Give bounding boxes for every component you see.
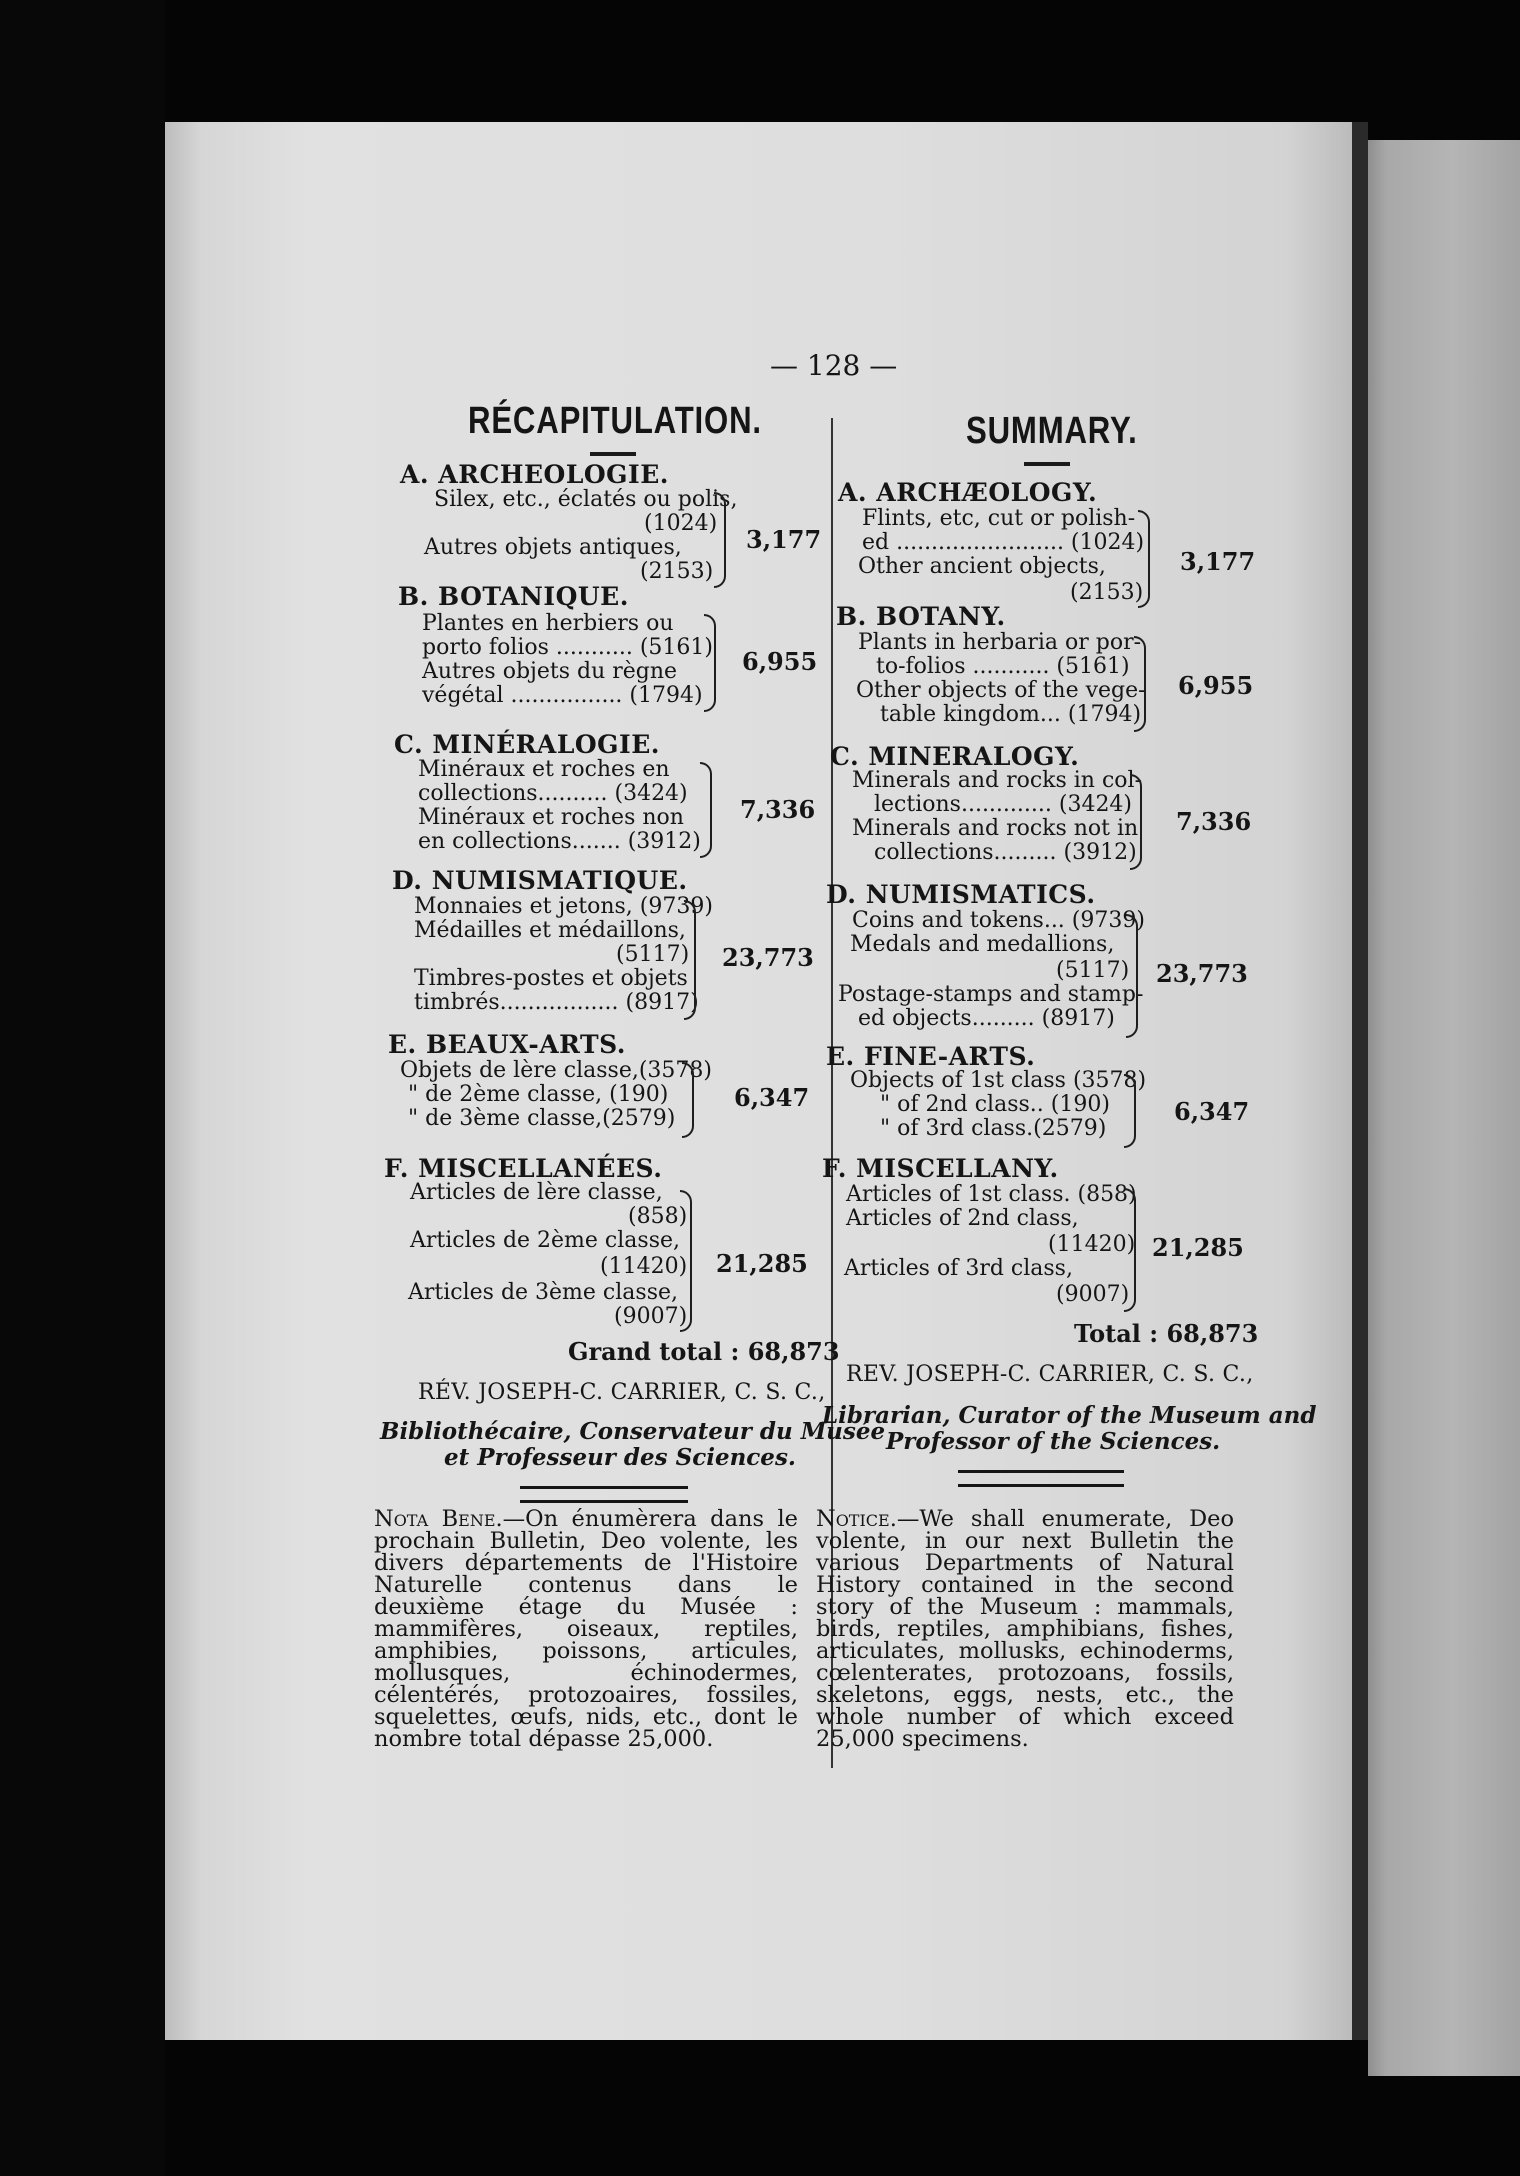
item-line: (5117) <box>1056 958 1130 983</box>
brace <box>1138 510 1150 608</box>
section-total: 3,177 <box>746 525 822 554</box>
section-heading: A. ARCHEOLOGIE. <box>400 460 669 489</box>
item-line: (9007) <box>1056 1282 1130 1307</box>
section-total: 7,336 <box>1176 807 1252 836</box>
brace <box>700 762 712 858</box>
brace <box>1126 914 1138 1038</box>
title-rule <box>1024 462 1070 466</box>
section-total: 7,336 <box>740 795 816 824</box>
item-line: Other objects of the vege- <box>856 678 1146 703</box>
item-line: to-folios ........... (5161) <box>876 654 1130 679</box>
section-heading: C. MINERALOGY. <box>830 742 1080 771</box>
item-line: Minéraux et roches en <box>418 757 670 782</box>
brace <box>1124 1074 1136 1148</box>
section-total: 6,347 <box>1174 1097 1250 1126</box>
section-heading: B. BOTANY. <box>836 602 1006 631</box>
item-line: Plants in herbaria or por- <box>858 630 1142 655</box>
scan-border <box>0 0 165 2176</box>
item-line: Articles de 2ème classe, <box>410 1228 680 1253</box>
brace <box>704 614 716 712</box>
item-line: collections......... (3912) <box>874 840 1137 865</box>
title-rule <box>590 452 636 456</box>
item-line: lections............. (3424) <box>874 792 1133 817</box>
page-gutter <box>1352 122 1368 2040</box>
section-heading: C. MINÉRALOGIE. <box>394 730 660 759</box>
item-line: " of 3rd class.(2579) <box>880 1116 1107 1141</box>
item-line: végétal ................ (1794) <box>422 683 703 708</box>
item-line: ed objects......... (8917) <box>858 1006 1115 1031</box>
item-line: Autres objets du règne <box>422 659 678 684</box>
item-line: Articles of 3rd class, <box>844 1256 1073 1281</box>
brace <box>682 1062 694 1138</box>
item-line: ed ........................ (1024) <box>862 530 1145 555</box>
item-line: Minéraux et roches non <box>418 805 684 830</box>
item-line: (11420) <box>1048 1232 1136 1257</box>
brace <box>1130 774 1142 870</box>
adjacent-page <box>1368 140 1520 2076</box>
section-heading: A. ARCHÆOLOGY. <box>838 478 1098 507</box>
item-line: (1024) <box>644 511 718 536</box>
item-line: Postage-stamps and stamp- <box>838 982 1144 1007</box>
section-total: 21,285 <box>716 1249 808 1278</box>
nota-bene-paragraph <box>374 1508 798 1750</box>
item-line: Plantes en herbiers ou <box>422 611 674 636</box>
signature-role: et Professeur des Sciences. <box>444 1444 796 1471</box>
brace <box>684 900 696 1020</box>
nota-bene-lead: Nota Bene. <box>374 1506 503 1532</box>
section-heading: B. BOTANIQUE. <box>398 582 629 611</box>
section-heading: D. NUMISMATIQUE. <box>392 866 688 895</box>
section-heading: F. MISCELLANY. <box>822 1154 1059 1183</box>
grand-total: Grand total : 68,873 <box>568 1337 840 1366</box>
brace <box>680 1190 692 1332</box>
item-line: Flints, etc, cut or polish- <box>862 506 1136 531</box>
item-line: Autres objets antiques, <box>424 535 682 560</box>
item-line: Monnaies et jetons, (9739) <box>414 894 713 919</box>
item-line: Minerals and rocks in col- <box>852 768 1142 793</box>
item-line: Médailles et médaillons, <box>414 918 686 943</box>
nota-bene-text: —On énumèrera dans le prochain Bulletin, Deo volente, les divers départements de l'Histoire Naturelle contenus dans le deuxième étage du Musée : mammifères, oiseaux, reptiles, amphibies, poissons, articules, mollusques, échinodermes, célentérés, protozoaires, fossiles, squelettes, œufs, nids, etc., dont le nombre total dépasse 25,000. <box>374 1506 798 1752</box>
item-line: Objets de lère classe,(3578) <box>400 1058 712 1083</box>
item-line: Medals and medallions, <box>850 932 1115 957</box>
section-total: 6,955 <box>742 647 818 676</box>
item-line: (5117) <box>616 942 690 967</box>
double-rule <box>520 1486 688 1503</box>
item-line: " de 2ème classe, (190) <box>408 1082 669 1107</box>
item-line: Articles of 1st class. (858) <box>846 1182 1137 1207</box>
item-line: (2153) <box>640 559 714 584</box>
section-heading: E. FINE-ARTS. <box>826 1042 1036 1071</box>
item-line: (858) <box>628 1204 688 1229</box>
item-line: (2153) <box>1070 580 1144 605</box>
brace <box>1134 636 1146 732</box>
item-line: collections.......... (3424) <box>418 781 688 806</box>
brace <box>1124 1188 1136 1312</box>
section-total: 21,285 <box>1152 1233 1244 1262</box>
notice-lead: Notice. <box>816 1506 897 1532</box>
signature-role: Librarian, Curator of the Museum and <box>822 1402 1317 1429</box>
item-line: porto folios ........... (5161) <box>422 635 713 660</box>
item-line: table kingdom... (1794) <box>880 702 1142 727</box>
signature-role: Bibliothécaire, Conservateur du Musée <box>380 1418 886 1445</box>
item-line: " of 2nd class.. (190) <box>880 1092 1110 1117</box>
section-heading: E. BEAUX-ARTS. <box>388 1030 626 1059</box>
brace <box>714 492 726 588</box>
page-number: — 128 — <box>770 349 898 382</box>
section-heading: D. NUMISMATICS. <box>826 880 1096 909</box>
notice-paragraph <box>816 1508 1234 1750</box>
section-total: 23,773 <box>722 943 814 972</box>
right-column-title: SUMMARY. <box>966 410 1138 452</box>
item-line: Minerals and rocks not in <box>852 816 1139 841</box>
item-line: Silex, etc., éclatés ou polis, <box>434 487 738 512</box>
signature-name: RÉV. JOSEPH-C. CARRIER, C. S. C., <box>418 1380 826 1405</box>
item-line: en collections....... (3912) <box>418 829 701 854</box>
section-total: 6,347 <box>734 1083 810 1112</box>
section-total: 23,773 <box>1156 959 1248 988</box>
signature-role: Professor of the Sciences. <box>886 1428 1221 1455</box>
double-rule <box>958 1470 1124 1487</box>
signature-name: REV. JOSEPH-C. CARRIER, C. S. C., <box>846 1362 1254 1387</box>
item-line: Timbres-postes et objets <box>414 966 688 991</box>
section-total: 3,177 <box>1180 547 1256 576</box>
left-column-title: RÉCAPITULATION. <box>468 400 762 442</box>
item-line: (11420) <box>600 1254 688 1279</box>
item-line: Articles de 3ème classe, <box>408 1280 678 1305</box>
notice-text: —We shall enumerate, Deo volente, in our next Bulletin the various Departments of Natural History contained in the second story of the Museum : mammals, birds, reptiles, amphibians, fishes, articulates, mollusks, echinoderms, cœlenterates, protozoans, fossils, skeletons, eggs, nests, etc., the whole number of which exceed 25,000 specimens. <box>816 1506 1234 1752</box>
item-line: " de 3ème classe,(2579) <box>408 1106 676 1131</box>
item-line: timbrés................. (8917) <box>414 990 699 1015</box>
item-line: Other ancient objects, <box>858 554 1106 579</box>
section-heading: F. MISCELLANÉES. <box>384 1154 663 1183</box>
item-line: Articles of 2nd class, <box>846 1206 1079 1231</box>
item-line: Articles de lère classe, <box>410 1180 663 1205</box>
section-total: 6,955 <box>1178 671 1254 700</box>
item-line: Objects of 1st class (3578) <box>850 1068 1147 1093</box>
grand-total: Total : 68,873 <box>1074 1319 1259 1348</box>
item-line: (9007) <box>614 1304 688 1329</box>
item-line: Coins and tokens... (9739) <box>852 908 1145 933</box>
